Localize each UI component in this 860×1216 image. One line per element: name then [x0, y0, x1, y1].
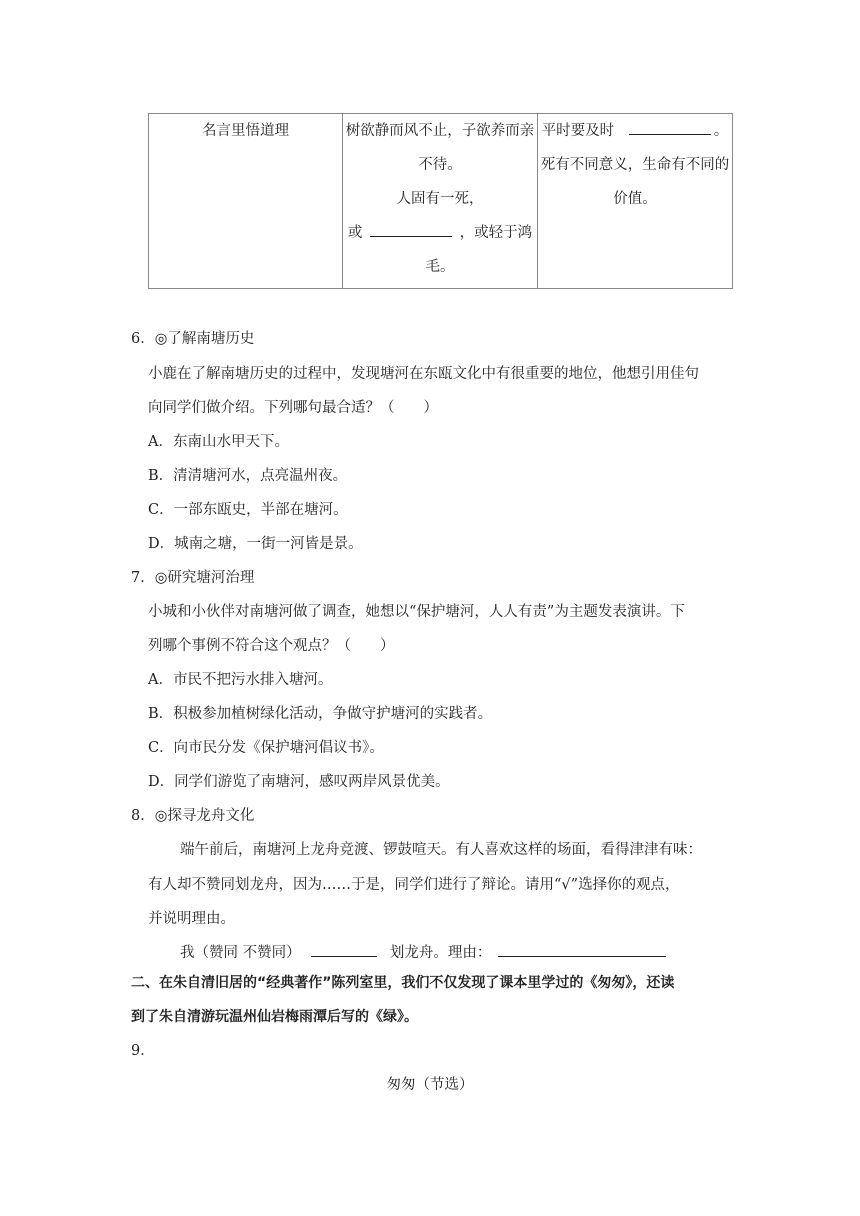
- question-7-option-d[interactable]: D．同学们游览了南塘河，感叹两岸风景优美。: [148, 774, 450, 790]
- fill-blank-reason[interactable]: [498, 942, 666, 957]
- quote-line-4: [343, 216, 537, 250]
- insight-line-2: 死有不同意义，生命有不同的: [540, 157, 730, 173]
- question-8-answer-line: [180, 936, 666, 970]
- question-7-option-c[interactable]: C．向市民分发《保护塘河倡议书》。: [148, 740, 384, 756]
- question-8-stance-choice[interactable]: 我（赞同 不赞同）: [180, 945, 301, 961]
- question-7-option-b[interactable]: B．积极参加植树绿化活动，争做守护塘河的实践者。: [148, 706, 493, 722]
- question-8-paragraph-3: 并说明理由。: [148, 911, 235, 927]
- passage-title: 匆匆（节选）: [386, 1077, 474, 1093]
- category-label: 名言里悟道理: [202, 123, 289, 139]
- question-8-number: 8．: [131, 808, 155, 824]
- question-6-option-b[interactable]: B．清清塘河水，点亮温州夜。: [148, 468, 348, 484]
- question-6-number: 6．: [131, 331, 155, 347]
- quote-line-5: 毛。: [425, 259, 455, 275]
- quote-line-4-post: ，或轻于鸿: [459, 225, 533, 241]
- question-6-title: ◎了解南塘历史: [154, 331, 255, 347]
- question-7-stem-1: 小城和小伙伴对南塘河做了调查，她想以“保护塘河，人人有责”为主题发表演讲。下: [148, 604, 685, 620]
- question-8-paragraph-2: 有人却不赞同划龙舟，因为……于是，同学们进行了辩论。请用“√”选择你的观点，: [148, 877, 680, 893]
- question-7-header: [131, 561, 254, 595]
- table-cell-insight: [538, 114, 733, 289]
- section-2-heading-line-2: 到了朱自清游玩温州仙岩梅雨潭后写的《绿》。: [131, 1009, 418, 1025]
- question-6-stem-1: 小鹿在了解南塘历史的过程中，发现塘河在东瓯文化中有很重要的地位，他想引用佳句: [148, 366, 699, 382]
- question-6-option-c[interactable]: C．一部东瓯史，半部在塘河。: [148, 502, 348, 518]
- quote-line-3: 人固有一死，: [396, 191, 484, 207]
- question-6-option-a[interactable]: A．东南山水甲天下。: [148, 434, 289, 450]
- table-cell-category: [149, 114, 343, 289]
- quote-line-2: 不待。: [418, 157, 462, 173]
- fill-blank-stance[interactable]: [311, 942, 377, 957]
- question-8-title: ◎探寻龙舟文化: [154, 808, 255, 824]
- fill-blank-quote[interactable]: [370, 222, 452, 237]
- insight-line-1-post: 。: [713, 123, 729, 139]
- question-7-title: ◎研究塘河治理: [154, 570, 255, 586]
- question-7-stem-2: 列哪个事例不符合这个观点？（ ）: [148, 638, 395, 654]
- question-6-stem-2: 向同学们做介绍。下列哪句最合适？（ ）: [148, 400, 438, 416]
- quote-line-1: 树欲静而风不止，子欲养而亲: [345, 123, 535, 139]
- quote-table: [148, 113, 733, 289]
- question-8-header: [131, 799, 254, 833]
- insight-line-1-pre: 平时要及时: [541, 123, 615, 139]
- question-8-reason-label: 划龙舟。理由：: [389, 945, 492, 961]
- question-8-paragraph-1: 端午前后，南塘河上龙舟竞渡、锣鼓喧天。有人喜欢这样的场面，看得津津有味：: [180, 842, 702, 858]
- question-9-number: 9．: [131, 1043, 155, 1059]
- table-cell-quotes: [343, 114, 538, 289]
- question-7-number: 7．: [131, 570, 155, 586]
- question-6-header: [131, 322, 254, 356]
- section-2-heading-line-1: 二、在朱自清旧居的“经典著作”陈列室里，我们不仅发现了课本里学过的《匆匆》，还读: [131, 975, 675, 991]
- question-6-option-d[interactable]: D．城南之塘，一街一河皆是景。: [148, 536, 363, 552]
- insight-line-1: [538, 114, 732, 148]
- question-7-option-a[interactable]: A．市民不把污水排入塘河。: [148, 672, 333, 688]
- quote-line-4-pre: 或: [347, 225, 363, 241]
- fill-blank-insight[interactable]: [629, 120, 711, 135]
- insight-line-3: 价值。: [613, 191, 657, 207]
